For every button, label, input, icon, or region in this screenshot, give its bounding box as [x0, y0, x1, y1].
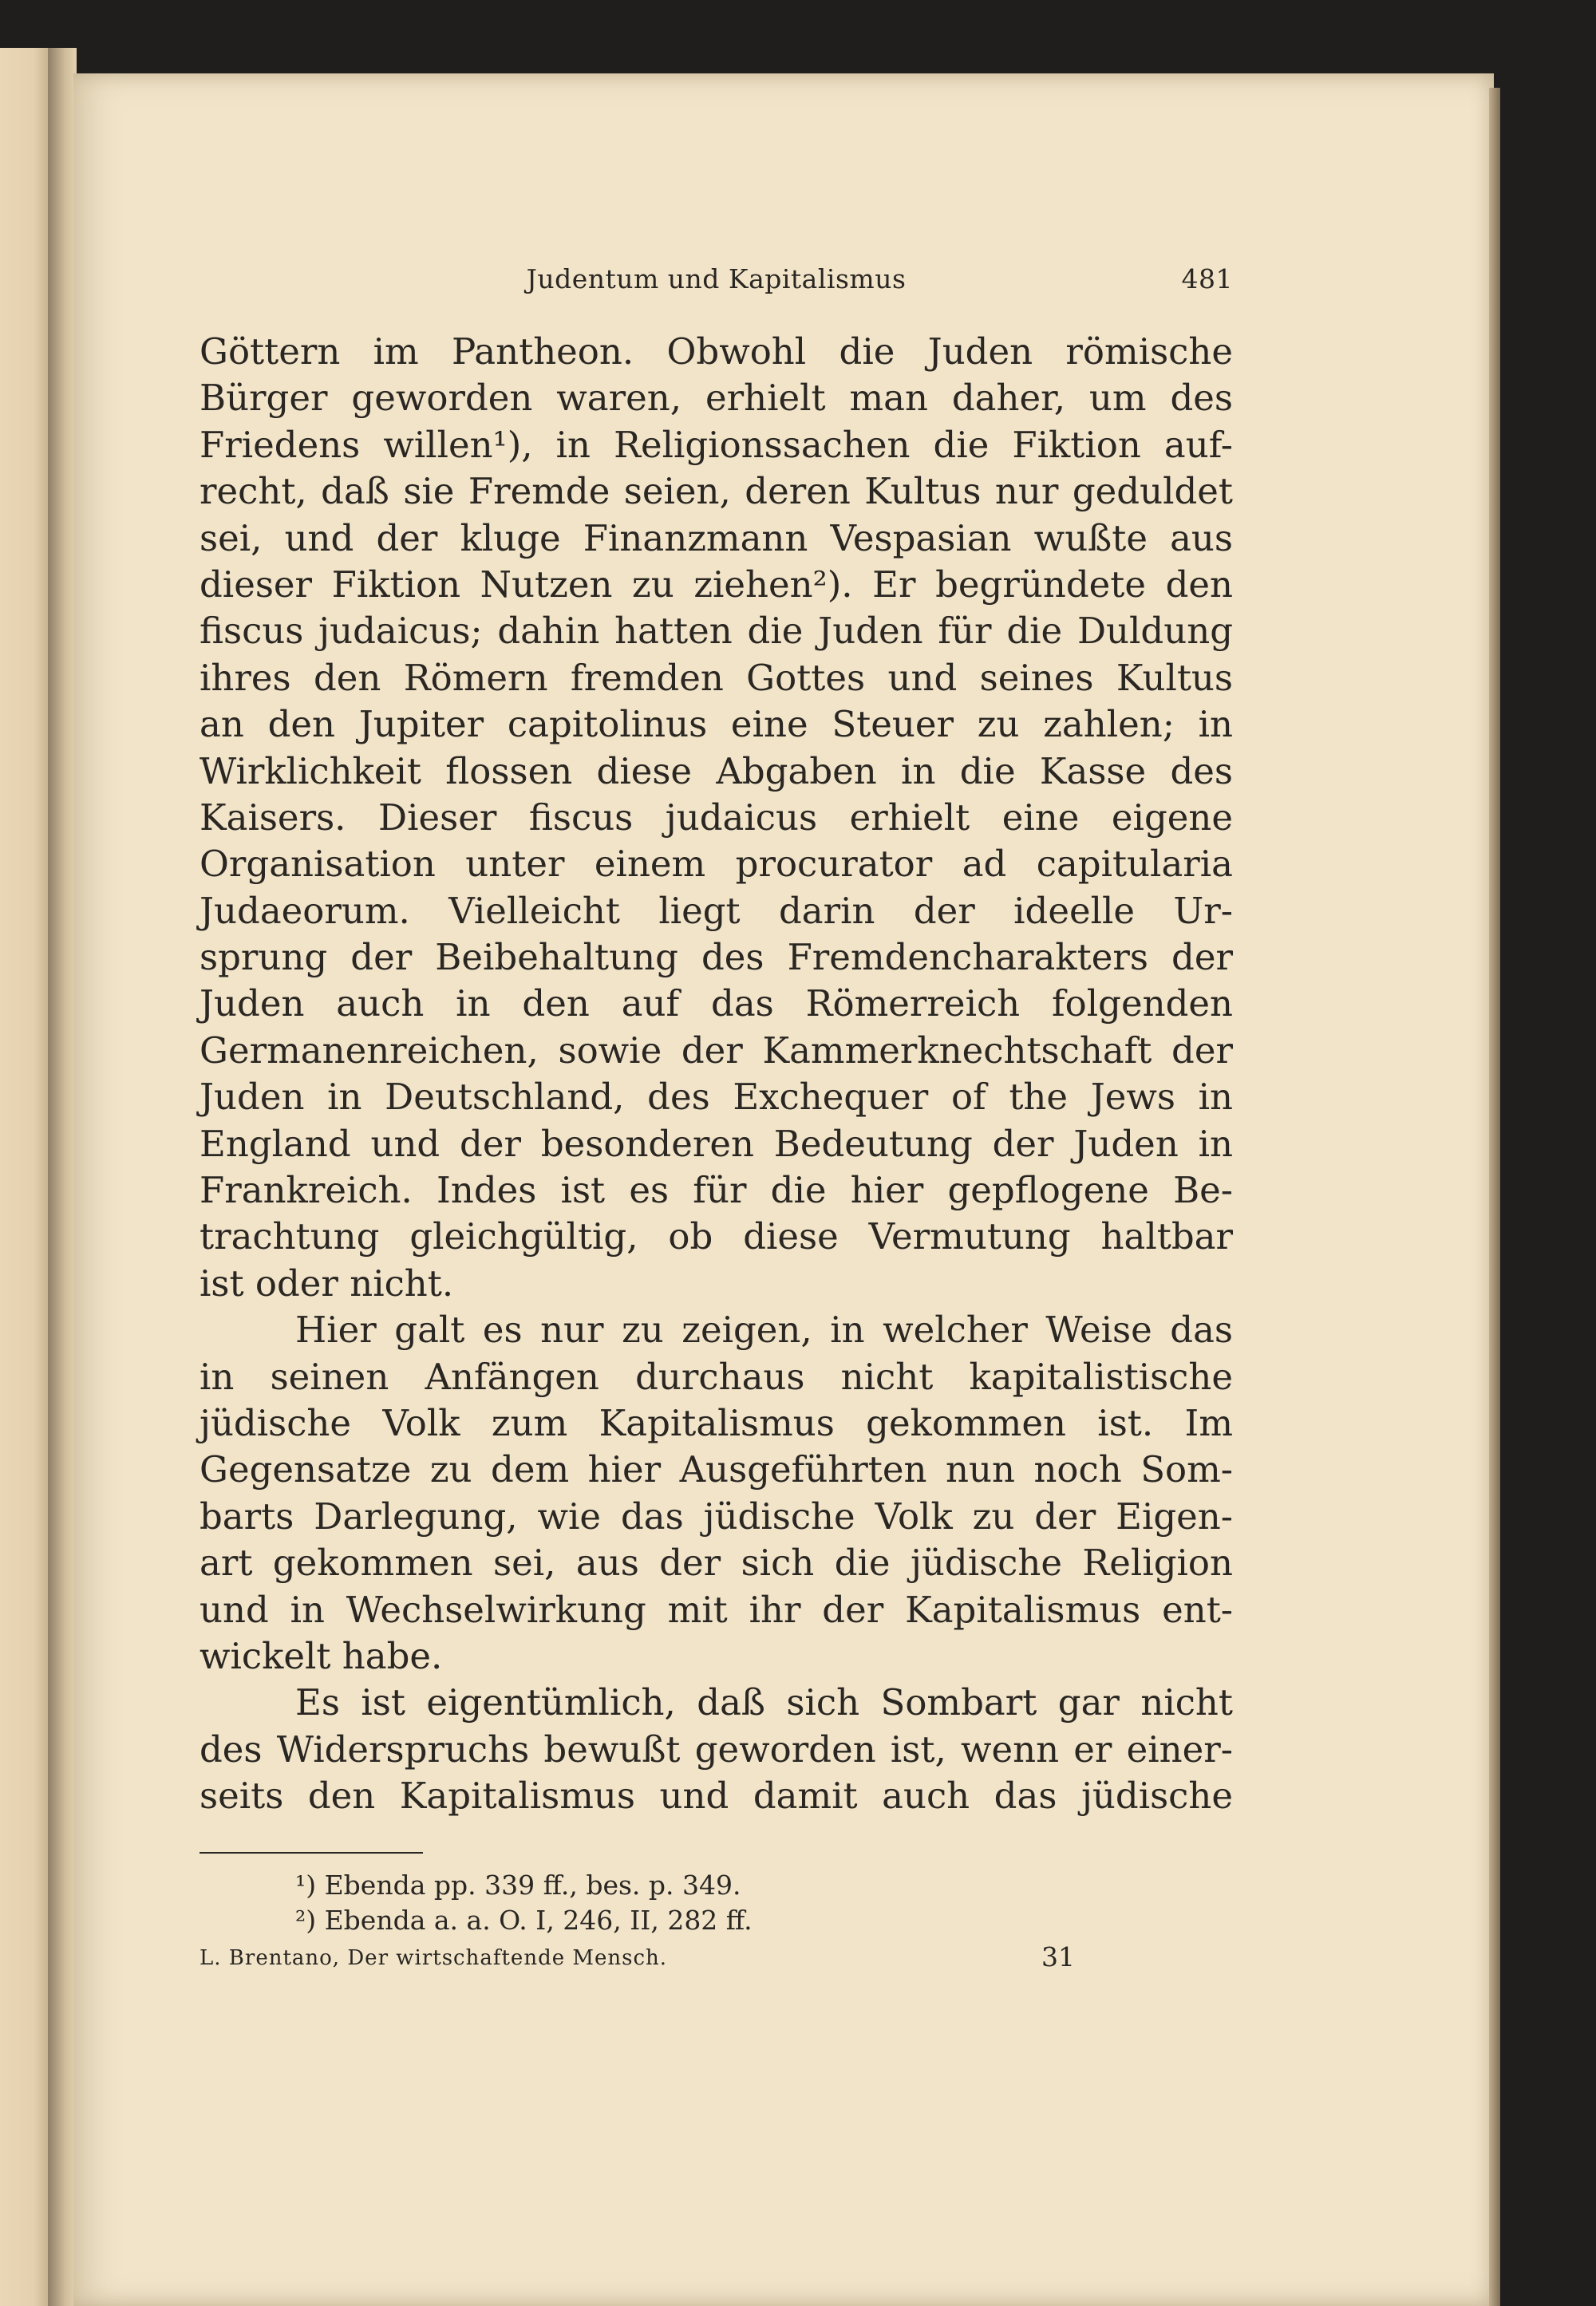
text-line: recht, daß sie Fremde seien, deren Kultus nur geduldet — [200, 470, 1233, 513]
text-line: Germanenreichen, sowie der Kammerknechtschaft der — [200, 1029, 1233, 1072]
page-number: 481 — [1181, 263, 1233, 294]
text-line: dieser Fiktion Nutzen zu ziehen²). Er begründete den — [200, 563, 1233, 606]
text-line: fiscus judaicus; dahin hatten die Juden für die Duldung — [200, 610, 1233, 653]
text-line: Judaeorum. Vielleicht liegt darin der ideelle Ur- — [200, 889, 1233, 932]
text-line: seits den Kapitalismus und damit auch das jüdische — [200, 1775, 1233, 1818]
text-line: Bürger geworden waren, erhielt man daher, um des — [200, 377, 1233, 420]
text-line: England und der besonderen Bedeutung der Juden in — [200, 1122, 1233, 1165]
previous-page-edge — [0, 48, 48, 2306]
text-line: Friedens willen¹), in Religionssachen die Fiktion auf- — [200, 423, 1233, 466]
text-line: in seinen Anfängen durchaus nicht kapitalistische — [200, 1355, 1233, 1398]
text-line: Frankreich. Indes ist es für die hier gepflogene Be- — [200, 1169, 1233, 1212]
text-line: art gekommen sei, aus der sich die jüdische Religion — [200, 1542, 1233, 1585]
text-line: Kaisers. Dieser fiscus judaicus erhielt eine eigene — [200, 796, 1233, 839]
text-line: und in Wechselwirkung mit ihr der Kapitalismus ent- — [200, 1588, 1233, 1631]
text-line: Juden auch in den auf das Römerreich folgenden — [200, 982, 1233, 1025]
text-line: Göttern im Pantheon. Obwohl die Juden römische — [200, 330, 1233, 373]
text-line: jüdische Volk zum Kapitalismus gekommen ist. Im — [200, 1401, 1233, 1444]
text-line: des Widerspruchs bewußt geworden ist, wenn er einer- — [200, 1728, 1233, 1771]
body-text — [200, 329, 1233, 1820]
signature-number: 31 — [1041, 1941, 1075, 1972]
text-line: an den Jupiter capitolinus eine Steuer zu zahlen; in — [200, 703, 1233, 746]
text-line: wickelt habe. — [200, 1634, 443, 1677]
printer-signature — [200, 1941, 1233, 1973]
footnote-2: ²) Ebenda a. a. O. I, 246, II, 282 ff. — [295, 1904, 753, 1936]
running-title: Judentum und Kapitalismus — [526, 263, 907, 294]
text-line: barts Darlegung, wie das jüdische Volk zu der Eigen- — [200, 1495, 1233, 1538]
book-gutter — [48, 48, 77, 2306]
text-line: ihres den Römern fremden Gottes und seines Kultus — [200, 656, 1233, 699]
footnote-divider — [200, 1852, 423, 1854]
text-line: sei, und der kluge Finanzmann Vespasian wußte aus — [200, 516, 1233, 559]
footnote-1: ¹) Ebenda pp. 339 ff., bes. p. 349. — [295, 1869, 741, 1901]
paragraph-start-line: Es ist eigentümlich, daß sich Sombart gar nicht — [295, 1681, 1233, 1724]
page-edge — [1489, 88, 1500, 2306]
signature-text: L. Brentano, Der wirtschaftende Mensch. — [200, 1945, 668, 1970]
text-line: Organisation unter einem procurator ad capitularia — [200, 843, 1233, 886]
text-line: Gegensatze zu dem hier Ausgeführten nun noch Som- — [200, 1448, 1233, 1491]
paragraph-start-line: Hier galt es nur zu zeigen, in welcher Weise das — [295, 1309, 1233, 1352]
running-head — [200, 263, 1233, 311]
text-line: sprung der Beibehaltung des Fremdencharakters der — [200, 936, 1233, 979]
text-line: Wirklichkeit flossen diese Abgaben in die Kasse des — [200, 749, 1233, 792]
text-line: trachtung gleichgültig, ob diese Vermutung haltbar — [200, 1215, 1233, 1258]
footnotes — [200, 1868, 1233, 1938]
text-line: ist oder nicht. — [200, 1262, 454, 1305]
page-content — [200, 263, 1233, 1973]
text-line: Juden in Deutschland, des Exchequer of the Jews in — [200, 1076, 1233, 1119]
